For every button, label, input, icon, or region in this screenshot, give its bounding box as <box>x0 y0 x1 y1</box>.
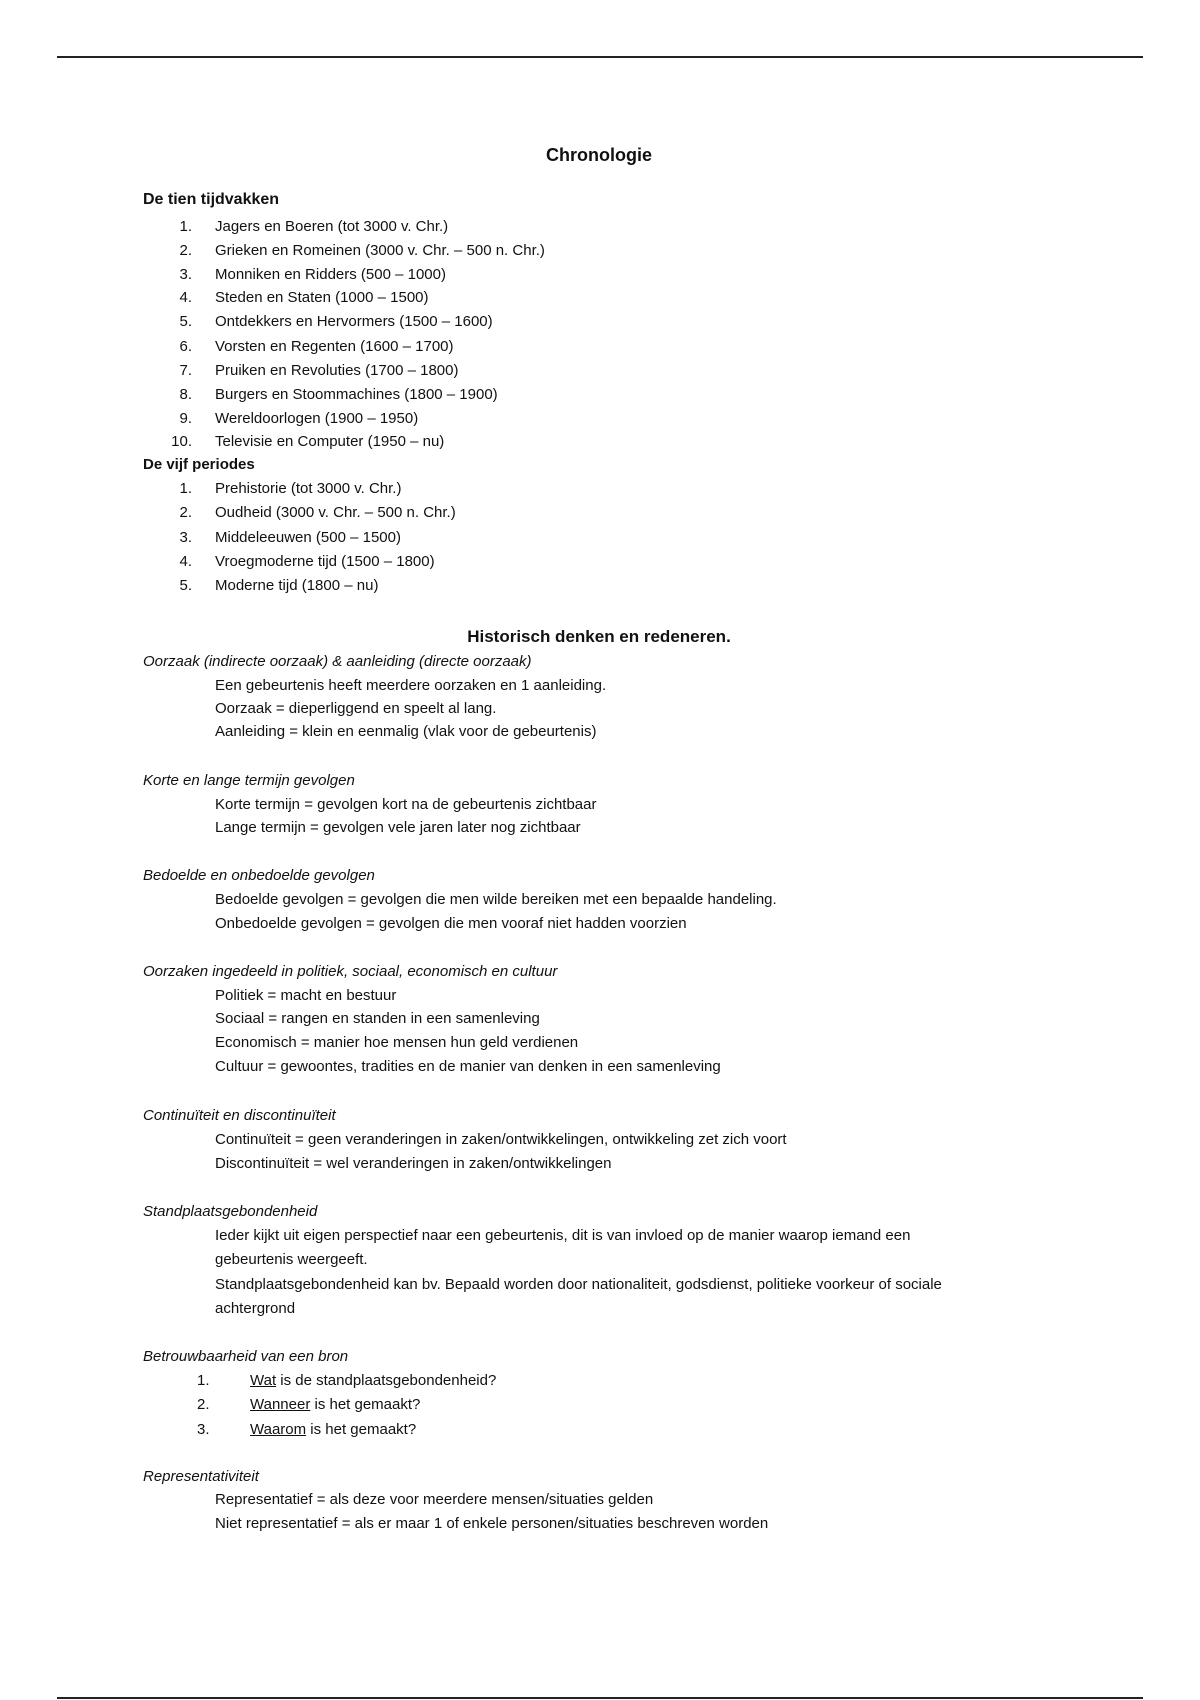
text-line: Discontinuïteit = wel veranderingen in zaken/ontwikkelingen <box>215 1155 612 1172</box>
bedoeld-heading: Bedoelde en onbedoelde gevolgen <box>143 867 375 884</box>
text-line: Standplaatsgebondenheid kan bv. Bepaald worden door nationaliteit, godsdienst, politieke voorkeur of sociale <box>215 1276 942 1293</box>
periodes-heading: De vijf periodes <box>143 456 255 473</box>
list-item: Moderne tijd (1800 – nu) <box>215 577 379 594</box>
list-number: 7. <box>179 362 192 379</box>
text-line: Oorzaak = dieperliggend en speelt al lang. <box>215 700 497 717</box>
list-item: Oudheid (3000 v. Chr. – 500 n. Chr.) <box>215 504 456 521</box>
text-line: Politiek = macht en bestuur <box>215 987 397 1004</box>
standplaats-heading: Standplaatsgebondenheid <box>143 1203 318 1220</box>
text-line: Sociaal = rangen en standen in een samenleving <box>215 1010 540 1027</box>
text-line: Representatief = als deze voor meerdere mensen/situaties gelden <box>215 1491 654 1508</box>
bottom-rule <box>57 1697 1143 1699</box>
termijn-heading: Korte en lange termijn gevolgen <box>143 772 355 789</box>
list-number: 2. <box>179 504 192 521</box>
text-line: Korte termijn = gevolgen kort na de gebeurtenis zichtbaar <box>215 796 597 813</box>
text-line: Economisch = manier hoe mensen hun geld verdienen <box>215 1034 579 1051</box>
list-number: 4. <box>179 289 192 306</box>
list-number: 1. <box>179 480 192 497</box>
list-item: Steden en Staten (1000 – 1500) <box>215 289 429 306</box>
list-item: Televisie en Computer (1950 – nu) <box>215 433 445 450</box>
representativiteit-heading: Representativiteit <box>143 1468 259 1485</box>
list-item: Vroegmoderne tijd (1500 – 1800) <box>215 553 435 570</box>
question-rest: is de standplaatsgebondenheid? <box>276 1372 497 1389</box>
text-line: Een gebeurtenis heeft meerdere oorzaken en 1 aanleiding. <box>215 677 607 694</box>
ingedeeld-heading: Oorzaken ingedeeld in politiek, sociaal, economisch en cultuur <box>143 963 558 980</box>
list-item: Wereldoorlogen (1900 – 1950) <box>215 410 419 427</box>
section-title: Historisch denken en redeneren. <box>467 627 731 646</box>
question-word: Waarom <box>250 1421 307 1438</box>
list-number: 6. <box>179 338 192 355</box>
question-rest: is het gemaakt? <box>306 1421 417 1438</box>
text-line: Ieder kijkt uit eigen perspectief naar een gebeurtenis, dit is van invloed op de manier waarop iemand een <box>215 1227 911 1244</box>
list-item: Burgers en Stoommachines (1800 – 1900) <box>215 386 498 403</box>
list-number: 1. <box>197 1372 210 1389</box>
list-number: 2. <box>179 242 192 259</box>
list-item: Monniken en Ridders (500 – 1000) <box>215 266 446 283</box>
list-item <box>250 1396 420 1413</box>
list-number: 1. <box>179 218 192 235</box>
list-number: 3. <box>179 529 192 546</box>
text-line: Bedoelde gevolgen = gevolgen die men wilde bereiken met een bepaalde handeling. <box>215 891 777 908</box>
text-line: Lange termijn = gevolgen vele jaren later nog zichtbaar <box>215 819 581 836</box>
text-line: Onbedoelde gevolgen = gevolgen die men vooraf niet hadden voorzien <box>215 915 687 932</box>
text-line: gebeurtenis weergeeft. <box>215 1251 368 1268</box>
question-rest: is het gemaakt? <box>310 1396 421 1413</box>
text-line: achtergrond <box>215 1300 296 1317</box>
list-item <box>250 1372 496 1389</box>
list-item: Prehistorie (tot 3000 v. Chr.) <box>215 480 402 497</box>
list-item: Ontdekkers en Hervormers (1500 – 1600) <box>215 313 493 330</box>
list-item <box>250 1421 416 1438</box>
list-number: 4. <box>179 553 192 570</box>
text-line: Aanleiding = klein en eenmalig (vlak voor de gebeurtenis) <box>215 723 597 740</box>
betrouwbaarheid-heading: Betrouwbaarheid van een bron <box>143 1348 349 1365</box>
question-word: Wat <box>250 1372 277 1389</box>
list-number: 3. <box>179 266 192 283</box>
list-item: Grieken en Romeinen (3000 v. Chr. – 500 n. Chr.) <box>215 242 545 259</box>
list-item: Jagers en Boeren (tot 3000 v. Chr.) <box>215 218 449 235</box>
tijdvakken-heading: De tien tijdvakken <box>143 191 280 208</box>
list-item: Vorsten en Regenten (1600 – 1700) <box>215 338 454 355</box>
text-line: Continuïteit = geen veranderingen in zaken/ontwikkelingen, ontwikkeling zet zich voort <box>215 1131 787 1148</box>
top-rule <box>57 56 1143 58</box>
page-title: Chronologie <box>546 145 652 165</box>
oorzaak-heading: Oorzaak (indirecte oorzaak) & aanleiding (directe oorzaak) <box>143 653 532 670</box>
list-item: Middeleeuwen (500 – 1500) <box>215 529 401 546</box>
text-line: Niet representatief = als er maar 1 of enkele personen/situaties beschreven worden <box>215 1515 769 1532</box>
list-number: 10. <box>171 433 192 450</box>
continuiteit-heading: Continuïteit en discontinuïteit <box>143 1107 336 1124</box>
list-number: 2. <box>197 1396 210 1413</box>
list-number: 9. <box>179 410 192 427</box>
list-number: 8. <box>179 386 192 403</box>
list-number: 5. <box>179 577 192 594</box>
list-number: 5. <box>179 313 192 330</box>
text-line: Cultuur = gewoontes, tradities en de manier van denken in een samenleving <box>215 1058 721 1075</box>
question-word: Wanneer <box>250 1396 311 1413</box>
list-number: 3. <box>197 1421 210 1438</box>
list-item: Pruiken en Revoluties (1700 – 1800) <box>215 362 459 379</box>
